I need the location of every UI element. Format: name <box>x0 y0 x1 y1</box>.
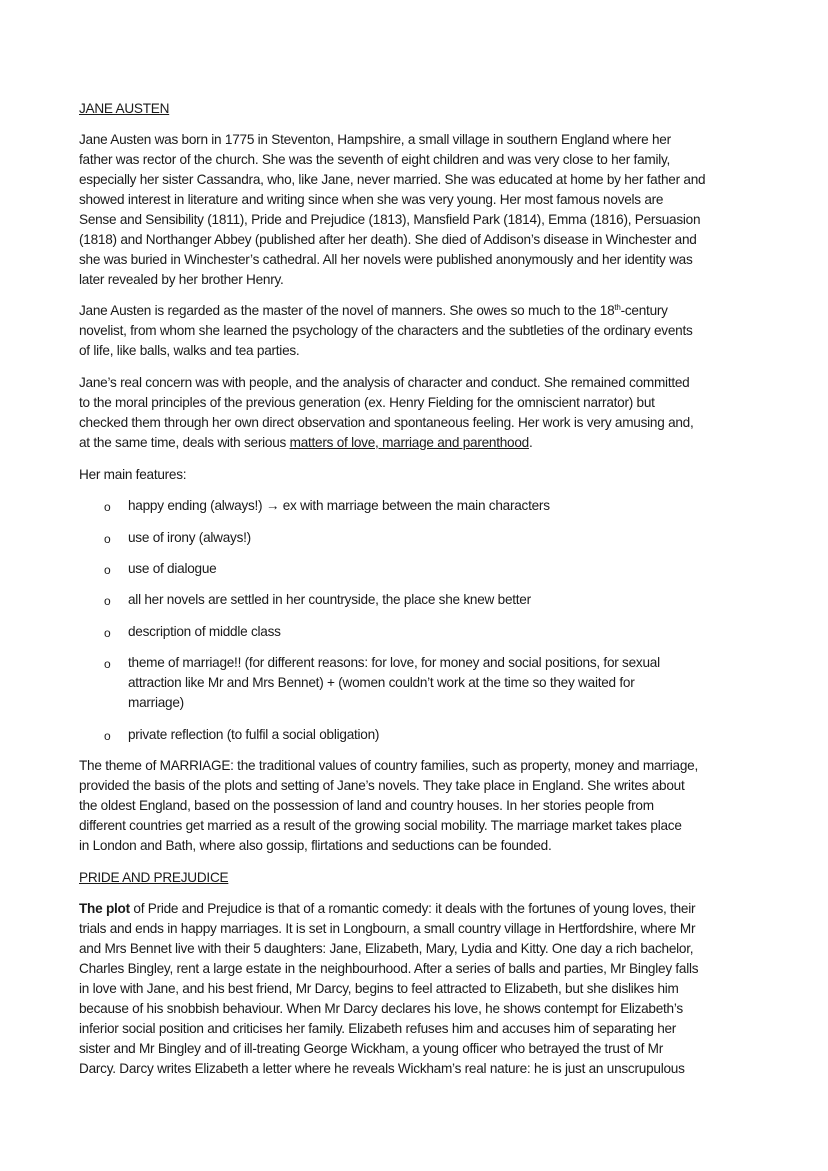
list-item: theme of marriage!! (for different reasons: for love, for money and social positions, for sexual <box>128 655 660 670</box>
hollow-bullet-icon: o <box>104 500 111 514</box>
list-item-continuation: attraction like Mr and Mrs Bennet) + (women couldn’t work at the time so they waited for <box>128 675 635 690</box>
text-line: checked them through her own direct observation and spontaneous feeling. Her work is very amusing and, <box>79 415 694 430</box>
list-item-continuation: marriage) <box>128 695 184 710</box>
text-span: of Pride and Prejudice is that of a romantic comedy: it deals with the fortunes of young loves, their <box>129 901 696 916</box>
hollow-bullet-icon: o <box>104 729 111 743</box>
text-line: and Mrs Bennet live with their 5 daughters: Jane, Elizabeth, Mary, Lydia and Kitty. One day a rich bachelor, <box>79 941 694 956</box>
text-line: the oldest England, based on the possession of land and country houses. In her stories people from <box>79 798 654 813</box>
section-heading-jane-austen: JANE AUSTEN <box>79 101 170 116</box>
text-span: Jane Austen is regarded as the master of the novel of manners. She owes so much to the 18 <box>79 303 615 318</box>
hollow-bullet-icon: o <box>104 626 111 640</box>
text-line: Charles Bingley, rent a large estate in the neighbourhood. After a series of balls and parties, Mr Bingley falls <box>79 961 699 976</box>
text-line: (1818) and Northanger Abbey (published after her death). She died of Addison’s disease in Winchester and <box>79 232 697 247</box>
text-line <box>79 434 533 452</box>
text-line: Jane Austen was born in 1775 in Steventon, Hampshire, a small village in southern England where her <box>79 132 671 147</box>
list-item: all her novels are settled in her countryside, the place she knew better <box>128 592 531 607</box>
features-intro: Her main features: <box>79 467 187 482</box>
text-line: novelist, from whom she learned the psychology of the characters and the subtleties of the ordinary events <box>79 323 693 338</box>
text-line: of life, like balls, walks and tea parties. <box>79 343 300 358</box>
list-item: happy ending (always!) → ex with marriage between the main characters <box>128 498 550 513</box>
text-line: trials and ends in happy marriages. It is set in Longbourn, a small country village in Hertfordshire, where Mr <box>79 921 696 936</box>
text-line: because of his snobbish behaviour. When Mr Darcy declares his love, he shows contempt for Elizabeth’s <box>79 1001 683 1016</box>
text-line: different countries get married as a result of the growing social mobility. The marriage market takes place <box>79 818 682 833</box>
hollow-bullet-icon: o <box>104 563 111 577</box>
text-line: to the moral principles of the previous generation (ex. Henry Fielding for the omniscient narrator) but <box>79 395 655 410</box>
list-item: use of dialogue <box>128 561 217 576</box>
text-line: Darcy. Darcy writes Elizabeth a letter where he reveals Wickham’s real nature: he is just an unscrupulous <box>79 1061 685 1076</box>
text-line: in London and Bath, where also gossip, flirtations and seductions can be founded. <box>79 838 552 853</box>
superscript-ordinal: th <box>614 303 621 312</box>
text-line: The theme of MARRIAGE: the traditional values of country families, such as property, money and marriage, <box>79 758 698 773</box>
text-line: showed interest in literature and writing since when she was very young. Her most famous novels are <box>79 192 664 207</box>
section-heading-pride-and-prejudice: PRIDE AND PREJUDICE <box>79 870 229 885</box>
hollow-bullet-icon: o <box>104 532 111 546</box>
text-line: Sense and Sensibility (1811), Pride and Prejudice (1813), Mansfield Park (1814), Emma (1816), Persuasion <box>79 212 701 227</box>
text-span: at the same time, deals with serious <box>79 435 290 450</box>
text-span: -century <box>620 303 668 318</box>
list-item: use of irony (always!) <box>128 530 251 545</box>
underlined-phrase: matters of love, marriage and parenthood <box>289 435 529 450</box>
hollow-bullet-icon: o <box>104 594 111 608</box>
hollow-bullet-icon: o <box>104 657 111 671</box>
text-line: provided the basis of the plots and setting of Jane’s novels. They take place in England. She writes about <box>79 778 685 793</box>
list-item: private reflection (to fulfil a social obligation) <box>128 727 380 742</box>
text-line: inferior social position and criticises her family. Elizabeth refuses him and accuses him of separating her <box>79 1021 677 1036</box>
bold-lead: The plot <box>79 901 130 916</box>
text-line: especially her sister Cassandra, who, like Jane, never married. She was educated at home by her father and <box>79 172 706 187</box>
text-line: Jane’s real concern was with people, and the analysis of character and conduct. She remained committed <box>79 375 690 390</box>
text-line: later revealed by her brother Henry. <box>79 272 284 287</box>
text-span: . <box>529 435 533 450</box>
text-line <box>79 900 695 918</box>
text-line: in love with Jane, and his best friend, Mr Darcy, begins to feel attracted to Elizabeth, but she dislikes him <box>79 981 679 996</box>
text-line <box>79 302 668 320</box>
text-line: sister and Mr Bingley and of ill-treating George Wickham, a young officer who betrayed the trust of Mr <box>79 1041 663 1056</box>
list-item: description of middle class <box>128 624 281 639</box>
text-line: she was buried in Winchester’s cathedral. All her novels were published anonymously and her identity was <box>79 252 693 267</box>
text-line: father was rector of the church. She was the seventh of eight children and was very close to her family, <box>79 152 671 167</box>
